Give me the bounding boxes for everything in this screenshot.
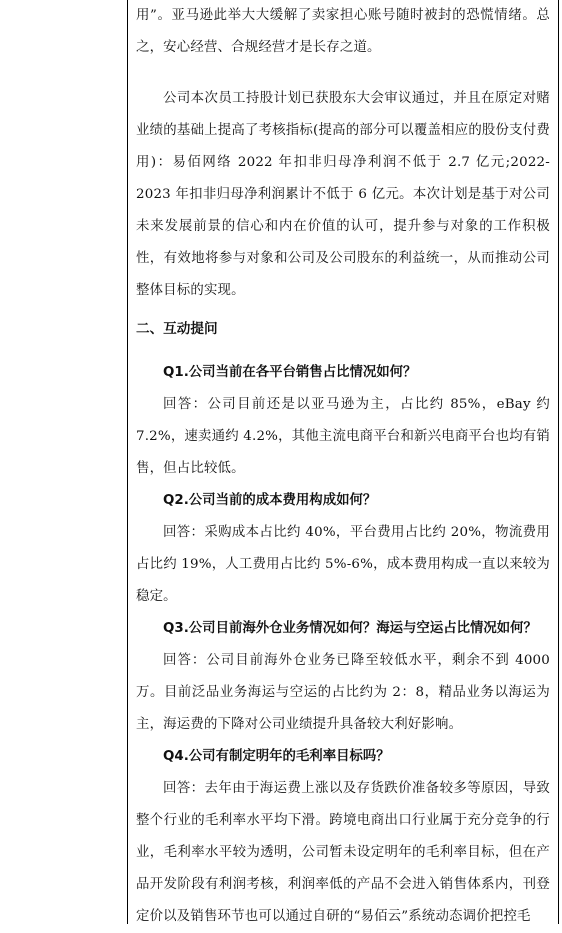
esop-paragraph: 公司本次员工持股计划已获股东大会审议通过，并且在原定对赌业绩的基础上提高了考核指标(提高的部分可以覆盖相应的股份支付费用)：易佰网络 2022 年扣非归母净利润不低于 2.7 亿元;2022-2023 年扣非归母净利润累计不低于 6 亿元。本次计划是基于对公司未来发展前景的信心和内在价值的认可，提升参与对象的工作积极性，有效地将参与对象和公司及公司股东的利益统一，从而推动公司整体目标的实现。 <box>136 91 550 298</box>
continuation-paragraph: 用”。亚马逊此举大大缓解了卖家担心账号随时被封的恐慌情绪。总之，安心经营、合规经营才是长存之道。 <box>136 8 550 55</box>
qa-item-3 <box>136 613 550 741</box>
answer-4: 回答：去年由于海运费上涨以及存货跌价准备较多等原因，导致整个行业的毛利率水平均下滑。跨境电商出口行业属于充分竞争的行业，毛利率水平较为透明，公司暂未设定明年的毛利率目标，但在产品开发阶段有利润考核，利润率低的产品不会进入销售体系内，刊登定价以及销售环节也可以通过自研的“易佰云”系统动态调价把控毛 <box>136 781 550 924</box>
answer-2: 回答：采购成本占比约 40%，平台费用占比约 20%，物流费用占比约 19%，人工费用占比约 5%-6%，成本费用构成一直以来较为稳定。 <box>136 525 550 604</box>
table-left-border <box>127 0 128 924</box>
table-right-border <box>558 0 559 924</box>
qa-list <box>136 357 550 933</box>
answer-3: 回答：公司目前海外仓业务已降至较低水平，剩余不到 4000 万。目前泛品业务海运与空运的占比约为 2：8，精品业务以海运为主，海运费的下降对公司业绩提升具备较大利好影响。 <box>136 653 550 732</box>
section-heading: 二、互动提问 <box>136 321 218 337</box>
question-1: Q1.公司当前在各平台销售占比情况如何？ <box>163 365 417 380</box>
qa-item-4 <box>136 741 550 933</box>
answer-1: 回答：公司目前还是以亚马逊为主，占比约 85%，eBay 约 7.2%，速卖通约 4.2%，其他主流电商平台和新兴电商平台也均有销售，但占比较低。 <box>136 397 550 476</box>
qa-item-1 <box>136 357 550 485</box>
question-4: Q4.公司有制定明年的毛利率目标吗？ <box>163 749 390 764</box>
question-2: Q2.公司当前的成本费用构成如何？ <box>163 493 377 508</box>
question-3: Q3.公司目前海外仓业务情况如何？海运与空运占比情况如何？ <box>163 621 537 636</box>
qa-item-2 <box>136 485 550 613</box>
